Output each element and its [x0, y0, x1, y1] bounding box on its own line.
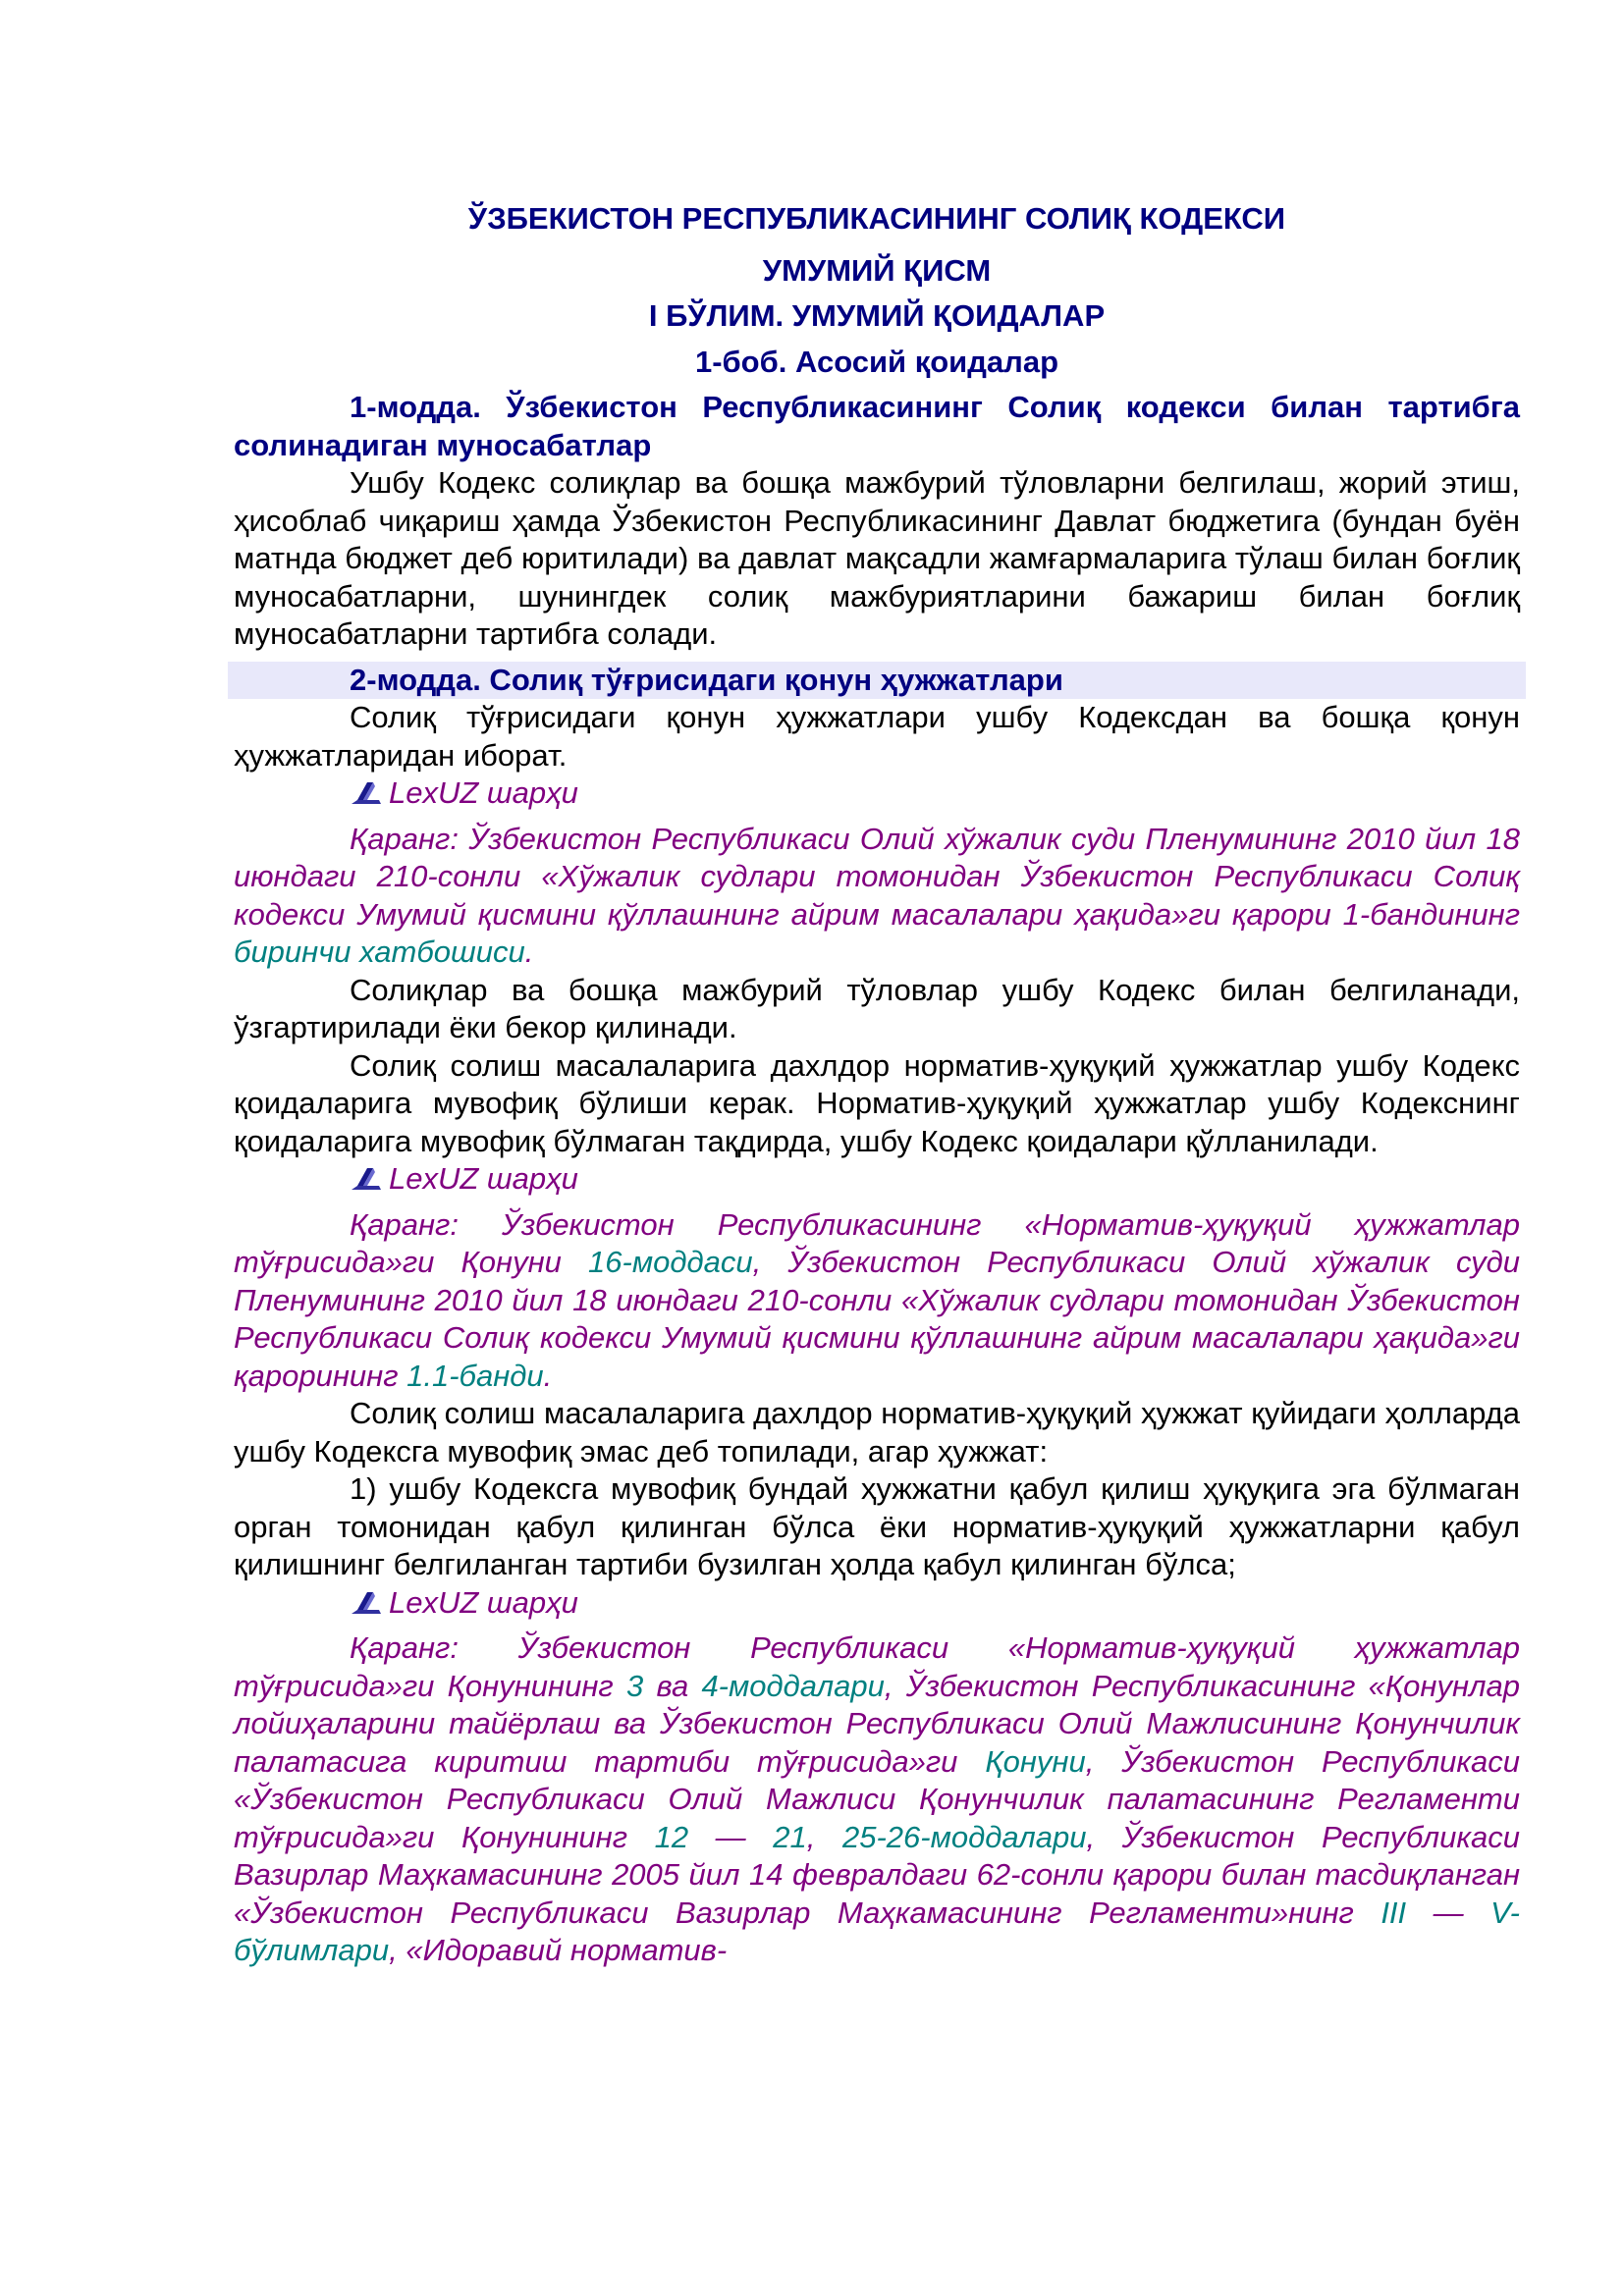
lexuz-commentary-toggle-2[interactable] [234, 1160, 1520, 1199]
article-1-text: Ушбу Кодекс солиқлар ва бошқа мажбурий тўловларни белгилаш, жорий этиш, ҳисоблаб чиқариш ҳамда Ўзбекистон Республикасининг Давлат бюджетига (бундан буён матнда бюджет деб юритилади) ва давлат мақсадли жамғармаларига тўлаш билан боғлиқ муносабатларни, шунингдек солиқ мажбуриятларини бажариш билан боғлиқ муносабатларни тартибга солади. [234, 465, 1520, 651]
document-title: ЎЗБЕКИСТОН РЕСПУБЛИКАСИНИНГ СОЛИҚ КОДЕКСИ [467, 201, 1286, 236]
document-page [234, 196, 1520, 1970]
commentary-link[interactable]: биринчи хатбошиси [234, 934, 525, 969]
commentary-text: , Ўзбекистон Республикаси Олий хўжалик суди Пленумининг 2010 йил 18 июндаги 210-сонли «Хўжалик судлари томонидан Ўзбекистон Республикаси Солиқ кодекси Умумий қисмини қўллашнинг айрим масалалари ҳақида»ги қарорининг [234, 1245, 1520, 1393]
commentary-text: , Ўзбекистон Республикаси «Ўзбекистон Республикаси Олий Мажлиси Қонунчилик палатасининг Регламенти тўғрисида»ги Қонунининг [234, 1743, 1521, 1854]
commentary-link[interactable]: 1.1-банди [406, 1358, 544, 1393]
commentary-text: , [806, 1819, 842, 1854]
commentary-link[interactable]: 16-моддаси [588, 1245, 753, 1279]
commentary-text: — [688, 1819, 774, 1854]
commentary-link[interactable]: V-бўлимлари [234, 1895, 1521, 1967]
lexuz-commentary-label: LexUZ шарҳи [389, 775, 578, 810]
commentary-link[interactable]: Қонуни [985, 1743, 1086, 1779]
commentary-text: . [524, 934, 534, 969]
lexuz-commentary-label: LexUZ шарҳи [389, 1584, 578, 1620]
lexuz-commentary-toggle-3[interactable] [234, 1584, 1520, 1623]
lexuz-commentary-toggle-1[interactable] [234, 774, 1520, 813]
commentary-link[interactable]: 3 [625, 1668, 644, 1703]
commentary-text: . [543, 1358, 553, 1393]
commentary-2 [234, 1206, 1520, 1396]
article-2-title[interactable]: 2-модда. Солиқ тўғрисидаги қонун ҳужжатлари [228, 662, 1526, 700]
article-2-paragraph-2: Солиқлар ва бошқа мажбурий тўловлар ушбу Кодекс билан белгиланади, ўзгартирилади ёки бекор қилинади. [234, 972, 1520, 1044]
chapter-heading: 1-боб. Асосий қоидалар [694, 344, 1059, 379]
commentary-text: Қаранг: Ўзбекистон Республикасининг «Норматив-ҳуқуқий ҳужжатлар тўғрисида»ги Қонуни [234, 1206, 1520, 1279]
lexuz-logo-icon [350, 1590, 383, 1616]
commentary-1 [234, 821, 1520, 972]
commentary-link[interactable]: III [1380, 1895, 1407, 1930]
section-heading: УМУМИЙ ҚИСМ [762, 252, 992, 288]
article-2-item-1: 1) ушбу Кодексга мувофиқ бундай ҳужжатни қабул қилиш ҳуқуқига эга бўлмаган орган томонидан қабул қилинган бўлса ёки норматив-ҳуқуқий ҳужжатларни қабул қилишнинг белгиланган тартиби бузилган ҳолда қабул қилинган бўлса; [234, 1471, 1520, 1581]
part-heading: I БЎЛИМ. УМУМИЙ ҚОИДАЛАР [648, 298, 1106, 333]
article-2-paragraph-3: Солиқ солиш масалаларига дахлдор норматив-ҳуқуқий ҳужжатлар ушбу Кодекс қоидаларига мувофиқ бўлиши керак. Норматив-ҳуқуқий ҳужжатлар ушбу Кодекснинг қоидаларига мувофиқ бўлмаган тақдирда, ушбу Кодекс қоидалари қўлланилади. [234, 1047, 1520, 1158]
lexuz-logo-icon [350, 1166, 383, 1192]
commentary-text: Қаранг: Ўзбекистон Республикаси «Норматив-ҳуқуқий ҳужжатлар тўғрисида»ги Қонунининг [234, 1630, 1520, 1703]
article-2-paragraph-1: Солиқ тўғрисидаги қонун ҳужжатлари ушбу Кодексдан ва бошқа қонун ҳужжатларидан иборат. [234, 700, 1520, 773]
commentary-link[interactable]: 25-26-моддалари [841, 1819, 1087, 1854]
commentary-link[interactable]: 4-моддалари [701, 1668, 885, 1703]
commentary-3 [234, 1629, 1520, 1970]
commentary-text: , Ўзбекистон Республикасининг «Қонунлар лойиҳаларини тайёрлаш ва Ўзбекистон Республикаси Олий Мажлисининг Қонунчилик палатасига киритиш тартиби тўғрисида»ги [234, 1668, 1520, 1779]
article-2-paragraph-4: Солиқ солиш масалаларига дахлдор норматив-ҳуқуқий ҳужжат қуйидаги ҳолларда ушбу Кодексга мувофиқ эмас деб топилади, агар ҳужжат: [234, 1396, 1520, 1468]
commentary-link[interactable]: 21 [773, 1819, 807, 1854]
lexuz-commentary-label: LexUZ шарҳи [389, 1161, 578, 1196]
commentary-text: — [1406, 1895, 1491, 1930]
commentary-link[interactable]: 12 [654, 1819, 689, 1854]
commentary-text: , «Идоравий норматив- [389, 1933, 728, 1967]
article-1-title[interactable]: 1-модда. Ўзбекистон Республикасининг Солиқ кодекси билан тартибга солинадиган муносабатлар [234, 390, 1520, 462]
commentary-text: ва [643, 1668, 702, 1703]
commentary-text: , Ўзбекистон Республикаси Вазирлар Маҳкамасининг 2005 йил 14 февралдаги 62-сонли қарори билан тасдиқланган «Ўзбекистон Республикаси Вазирлар Маҳкамасининг Регламенти»нинг [234, 1819, 1521, 1930]
lexuz-logo-icon [350, 780, 383, 806]
commentary-text: Қаранг: Ўзбекистон Республикаси Олий хўжалик суди Пленумининг 2010 йил 18 июндаги 210-сонли «Хўжалик судлари томонидан Ўзбекистон Республикаси Солиқ кодекси Умумий қисмини қўллашнинг айрим масалалари ҳақида»ги қарори 1-бандининг [234, 821, 1520, 932]
